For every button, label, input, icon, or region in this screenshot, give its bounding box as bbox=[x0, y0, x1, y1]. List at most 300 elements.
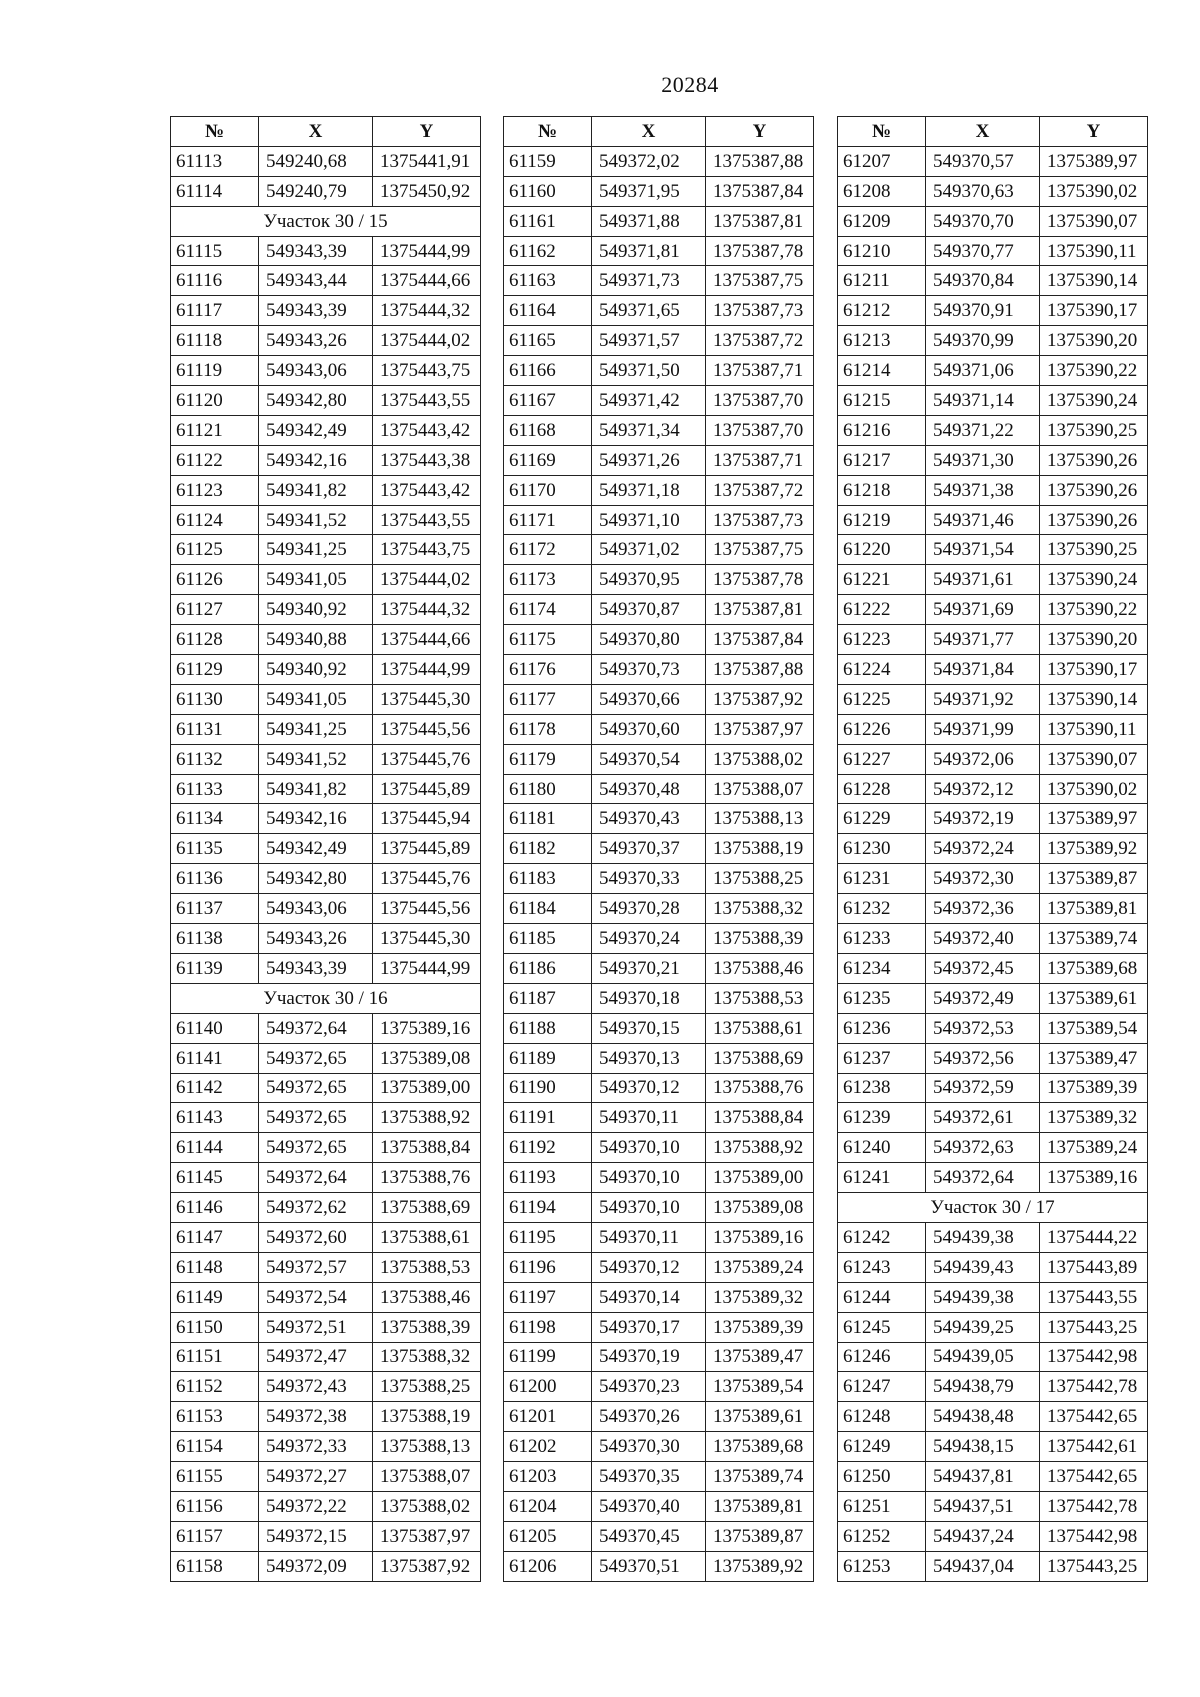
point-number-cell: 61245 bbox=[838, 1312, 926, 1342]
point-number-cell: 61142 bbox=[171, 1073, 259, 1103]
y-coordinate-cell: 1375387,72 bbox=[706, 326, 814, 356]
point-number-cell: 61243 bbox=[838, 1252, 926, 1282]
x-coordinate-cell: 549240,68 bbox=[259, 146, 373, 176]
x-coordinate-cell: 549372,15 bbox=[259, 1521, 373, 1551]
table-row bbox=[171, 386, 481, 416]
y-coordinate-cell: 1375387,97 bbox=[706, 714, 814, 744]
point-number-cell: 61157 bbox=[171, 1521, 259, 1551]
x-coordinate-cell: 549343,39 bbox=[259, 953, 373, 983]
table-row bbox=[171, 475, 481, 505]
y-coordinate-cell: 1375389,81 bbox=[706, 1491, 814, 1521]
y-coordinate-cell: 1375444,99 bbox=[373, 236, 481, 266]
point-number-cell: 61177 bbox=[504, 684, 592, 714]
x-coordinate-cell: 549371,50 bbox=[592, 356, 706, 386]
y-coordinate-cell: 1375445,76 bbox=[373, 744, 481, 774]
x-coordinate-cell: 549372,38 bbox=[259, 1402, 373, 1432]
y-coordinate-cell: 1375389,92 bbox=[706, 1551, 814, 1581]
table-row bbox=[171, 1013, 481, 1043]
x-coordinate-cell: 549372,19 bbox=[926, 804, 1040, 834]
y-coordinate-cell: 1375390,24 bbox=[1040, 565, 1148, 595]
x-coordinate-cell: 549439,43 bbox=[926, 1252, 1040, 1282]
point-number-cell: 61238 bbox=[838, 1073, 926, 1103]
y-coordinate-cell: 1375388,19 bbox=[706, 834, 814, 864]
y-coordinate-cell: 1375444,02 bbox=[373, 565, 481, 595]
x-coordinate-cell: 549342,16 bbox=[259, 804, 373, 834]
table-row bbox=[504, 1252, 814, 1282]
point-number-cell: 61126 bbox=[171, 565, 259, 595]
x-coordinate-cell: 549372,12 bbox=[926, 774, 1040, 804]
point-number-cell: 61143 bbox=[171, 1103, 259, 1133]
y-coordinate-cell: 1375443,75 bbox=[373, 535, 481, 565]
x-coordinate-cell: 549371,99 bbox=[926, 714, 1040, 744]
y-coordinate-cell: 1375387,71 bbox=[706, 356, 814, 386]
table-header-row bbox=[171, 117, 481, 147]
table-row bbox=[171, 1402, 481, 1432]
point-number-cell: 61182 bbox=[504, 834, 592, 864]
y-coordinate-cell: 1375388,92 bbox=[706, 1133, 814, 1163]
y-coordinate-cell: 1375443,38 bbox=[373, 445, 481, 475]
y-coordinate-cell: 1375389,16 bbox=[706, 1222, 814, 1252]
y-coordinate-cell: 1375388,32 bbox=[373, 1342, 481, 1372]
table-row bbox=[504, 236, 814, 266]
point-number-cell: 61167 bbox=[504, 386, 592, 416]
point-number-cell: 61155 bbox=[171, 1462, 259, 1492]
x-coordinate-cell: 549343,44 bbox=[259, 266, 373, 296]
x-coordinate-cell: 549371,38 bbox=[926, 475, 1040, 505]
x-coordinate-cell: 549371,34 bbox=[592, 415, 706, 445]
table-row bbox=[171, 146, 481, 176]
header-number: № bbox=[838, 117, 926, 147]
y-coordinate-cell: 1375388,25 bbox=[373, 1372, 481, 1402]
y-coordinate-cell: 1375390,14 bbox=[1040, 266, 1148, 296]
y-coordinate-cell: 1375388,53 bbox=[706, 983, 814, 1013]
table-row bbox=[504, 625, 814, 655]
table-row bbox=[504, 386, 814, 416]
table-row bbox=[171, 505, 481, 535]
y-coordinate-cell: 1375388,02 bbox=[373, 1491, 481, 1521]
table-row bbox=[838, 1073, 1148, 1103]
x-coordinate-cell: 549370,24 bbox=[592, 924, 706, 954]
point-number-cell: 61213 bbox=[838, 326, 926, 356]
table-row bbox=[838, 595, 1148, 625]
table-row bbox=[504, 146, 814, 176]
point-number-cell: 61128 bbox=[171, 625, 259, 655]
point-number-cell: 61223 bbox=[838, 625, 926, 655]
x-coordinate-cell: 549438,15 bbox=[926, 1432, 1040, 1462]
point-number-cell: 61222 bbox=[838, 595, 926, 625]
x-coordinate-cell: 549372,54 bbox=[259, 1282, 373, 1312]
y-coordinate-cell: 1375445,56 bbox=[373, 714, 481, 744]
table-row bbox=[504, 1073, 814, 1103]
point-number-cell: 61160 bbox=[504, 176, 592, 206]
y-coordinate-cell: 1375444,99 bbox=[373, 655, 481, 685]
x-coordinate-cell: 549342,80 bbox=[259, 864, 373, 894]
table-row bbox=[171, 864, 481, 894]
table-row bbox=[504, 1222, 814, 1252]
point-number-cell: 61244 bbox=[838, 1282, 926, 1312]
x-coordinate-cell: 549343,39 bbox=[259, 236, 373, 266]
y-coordinate-cell: 1375388,13 bbox=[373, 1432, 481, 1462]
table-row bbox=[504, 774, 814, 804]
table-row bbox=[838, 445, 1148, 475]
x-coordinate-cell: 549370,35 bbox=[592, 1462, 706, 1492]
point-number-cell: 61237 bbox=[838, 1043, 926, 1073]
y-coordinate-cell: 1375445,76 bbox=[373, 864, 481, 894]
x-coordinate-cell: 549372,64 bbox=[926, 1163, 1040, 1193]
x-coordinate-cell: 549372,56 bbox=[926, 1043, 1040, 1073]
table-row bbox=[504, 1372, 814, 1402]
table-row bbox=[504, 983, 814, 1013]
y-coordinate-cell: 1375387,75 bbox=[706, 266, 814, 296]
point-number-cell: 61149 bbox=[171, 1282, 259, 1312]
point-number-cell: 61211 bbox=[838, 266, 926, 296]
x-coordinate-cell: 549370,10 bbox=[592, 1163, 706, 1193]
point-number-cell: 61121 bbox=[171, 415, 259, 445]
y-coordinate-cell: 1375389,74 bbox=[1040, 924, 1148, 954]
y-coordinate-cell: 1375443,55 bbox=[373, 386, 481, 416]
x-coordinate-cell: 549372,09 bbox=[259, 1551, 373, 1581]
y-coordinate-cell: 1375389,61 bbox=[706, 1402, 814, 1432]
x-coordinate-cell: 549437,04 bbox=[926, 1551, 1040, 1581]
y-coordinate-cell: 1375443,55 bbox=[373, 505, 481, 535]
table-row bbox=[838, 1103, 1148, 1133]
y-coordinate-cell: 1375389,32 bbox=[1040, 1103, 1148, 1133]
table-row bbox=[838, 236, 1148, 266]
x-coordinate-cell: 549371,95 bbox=[592, 176, 706, 206]
y-coordinate-cell: 1375389,47 bbox=[1040, 1043, 1148, 1073]
x-coordinate-cell: 549372,60 bbox=[259, 1222, 373, 1252]
coordinates-table bbox=[170, 116, 481, 1582]
y-coordinate-cell: 1375444,22 bbox=[1040, 1222, 1148, 1252]
point-number-cell: 61181 bbox=[504, 804, 592, 834]
y-coordinate-cell: 1375387,97 bbox=[373, 1521, 481, 1551]
header-x: X bbox=[259, 117, 373, 147]
y-coordinate-cell: 1375450,92 bbox=[373, 176, 481, 206]
point-number-cell: 61229 bbox=[838, 804, 926, 834]
x-coordinate-cell: 549372,53 bbox=[926, 1013, 1040, 1043]
y-coordinate-cell: 1375387,88 bbox=[706, 146, 814, 176]
x-coordinate-cell: 549372,22 bbox=[259, 1491, 373, 1521]
table-row bbox=[171, 1133, 481, 1163]
y-coordinate-cell: 1375390,11 bbox=[1040, 714, 1148, 744]
table-row bbox=[504, 565, 814, 595]
point-number-cell: 61232 bbox=[838, 894, 926, 924]
y-coordinate-cell: 1375390,14 bbox=[1040, 684, 1148, 714]
x-coordinate-cell: 549341,05 bbox=[259, 565, 373, 595]
x-coordinate-cell: 549437,51 bbox=[926, 1491, 1040, 1521]
x-coordinate-cell: 549343,06 bbox=[259, 894, 373, 924]
x-coordinate-cell: 549370,54 bbox=[592, 744, 706, 774]
y-coordinate-cell: 1375387,73 bbox=[706, 296, 814, 326]
point-number-cell: 61125 bbox=[171, 535, 259, 565]
table-row bbox=[171, 1222, 481, 1252]
x-coordinate-cell: 549372,61 bbox=[926, 1103, 1040, 1133]
y-coordinate-cell: 1375387,78 bbox=[706, 565, 814, 595]
point-number-cell: 61188 bbox=[504, 1013, 592, 1043]
point-number-cell: 61204 bbox=[504, 1491, 592, 1521]
point-number-cell: 61198 bbox=[504, 1312, 592, 1342]
point-number-cell: 61127 bbox=[171, 595, 259, 625]
table-row bbox=[504, 445, 814, 475]
x-coordinate-cell: 549370,19 bbox=[592, 1342, 706, 1372]
x-coordinate-cell: 549371,61 bbox=[926, 565, 1040, 595]
x-coordinate-cell: 549439,38 bbox=[926, 1282, 1040, 1312]
table-row bbox=[171, 176, 481, 206]
y-coordinate-cell: 1375387,78 bbox=[706, 236, 814, 266]
table-row bbox=[504, 206, 814, 236]
x-coordinate-cell: 549372,43 bbox=[259, 1372, 373, 1402]
y-coordinate-cell: 1375390,02 bbox=[1040, 176, 1148, 206]
y-coordinate-cell: 1375390,02 bbox=[1040, 774, 1148, 804]
point-number-cell: 61206 bbox=[504, 1551, 592, 1581]
table-row bbox=[838, 1491, 1148, 1521]
x-coordinate-cell: 549370,87 bbox=[592, 595, 706, 625]
x-coordinate-cell: 549370,30 bbox=[592, 1432, 706, 1462]
point-number-cell: 61156 bbox=[171, 1491, 259, 1521]
y-coordinate-cell: 1375389,68 bbox=[706, 1432, 814, 1462]
table-row bbox=[504, 1043, 814, 1073]
y-coordinate-cell: 1375390,07 bbox=[1040, 206, 1148, 236]
point-number-cell: 61159 bbox=[504, 146, 592, 176]
x-coordinate-cell: 549372,06 bbox=[926, 744, 1040, 774]
point-number-cell: 61227 bbox=[838, 744, 926, 774]
x-coordinate-cell: 549370,10 bbox=[592, 1133, 706, 1163]
x-coordinate-cell: 549371,77 bbox=[926, 625, 1040, 655]
x-coordinate-cell: 549370,43 bbox=[592, 804, 706, 834]
table-row bbox=[504, 804, 814, 834]
table-row bbox=[171, 595, 481, 625]
x-coordinate-cell: 549370,84 bbox=[926, 266, 1040, 296]
point-number-cell: 61185 bbox=[504, 924, 592, 954]
x-coordinate-cell: 549371,92 bbox=[926, 684, 1040, 714]
x-coordinate-cell: 549372,02 bbox=[592, 146, 706, 176]
y-coordinate-cell: 1375388,92 bbox=[373, 1103, 481, 1133]
point-number-cell: 61178 bbox=[504, 714, 592, 744]
y-coordinate-cell: 1375442,78 bbox=[1040, 1491, 1148, 1521]
y-coordinate-cell: 1375389,08 bbox=[373, 1043, 481, 1073]
x-coordinate-cell: 549371,73 bbox=[592, 266, 706, 296]
header-y: Y bbox=[706, 117, 814, 147]
point-number-cell: 61169 bbox=[504, 445, 592, 475]
x-coordinate-cell: 549340,88 bbox=[259, 625, 373, 655]
section-title: Участок 30 / 17 bbox=[838, 1193, 1148, 1223]
point-number-cell: 61168 bbox=[504, 415, 592, 445]
x-coordinate-cell: 549370,70 bbox=[926, 206, 1040, 236]
y-coordinate-cell: 1375442,65 bbox=[1040, 1462, 1148, 1492]
point-number-cell: 61201 bbox=[504, 1402, 592, 1432]
y-coordinate-cell: 1375387,75 bbox=[706, 535, 814, 565]
point-number-cell: 61195 bbox=[504, 1222, 592, 1252]
point-number-cell: 61247 bbox=[838, 1372, 926, 1402]
y-coordinate-cell: 1375441,91 bbox=[373, 146, 481, 176]
table-row bbox=[838, 625, 1148, 655]
table-row bbox=[171, 326, 481, 356]
point-number-cell: 61202 bbox=[504, 1432, 592, 1462]
point-number-cell: 61123 bbox=[171, 475, 259, 505]
table-row bbox=[838, 1222, 1148, 1252]
x-coordinate-cell: 549343,39 bbox=[259, 296, 373, 326]
header-x: X bbox=[592, 117, 706, 147]
table-row bbox=[504, 1193, 814, 1223]
y-coordinate-cell: 1375445,30 bbox=[373, 924, 481, 954]
point-number-cell: 61153 bbox=[171, 1402, 259, 1432]
x-coordinate-cell: 549370,45 bbox=[592, 1521, 706, 1551]
x-coordinate-cell: 549372,59 bbox=[926, 1073, 1040, 1103]
y-coordinate-cell: 1375387,72 bbox=[706, 475, 814, 505]
x-coordinate-cell: 549372,40 bbox=[926, 924, 1040, 954]
y-coordinate-cell: 1375444,32 bbox=[373, 296, 481, 326]
table-row bbox=[838, 415, 1148, 445]
x-coordinate-cell: 549370,12 bbox=[592, 1073, 706, 1103]
table-row bbox=[838, 1252, 1148, 1282]
y-coordinate-cell: 1375387,70 bbox=[706, 386, 814, 416]
x-coordinate-cell: 549371,65 bbox=[592, 296, 706, 326]
table-row bbox=[838, 714, 1148, 744]
table-row bbox=[838, 655, 1148, 685]
y-coordinate-cell: 1375443,42 bbox=[373, 475, 481, 505]
x-coordinate-cell: 549371,30 bbox=[926, 445, 1040, 475]
y-coordinate-cell: 1375444,32 bbox=[373, 595, 481, 625]
point-number-cell: 61226 bbox=[838, 714, 926, 744]
table-row bbox=[838, 1013, 1148, 1043]
x-coordinate-cell: 549370,28 bbox=[592, 894, 706, 924]
x-coordinate-cell: 549372,33 bbox=[259, 1432, 373, 1462]
table-row bbox=[171, 744, 481, 774]
x-coordinate-cell: 549370,13 bbox=[592, 1043, 706, 1073]
y-coordinate-cell: 1375388,32 bbox=[706, 894, 814, 924]
table-row bbox=[838, 1551, 1148, 1581]
x-coordinate-cell: 549371,81 bbox=[592, 236, 706, 266]
table-row bbox=[504, 415, 814, 445]
table-row bbox=[504, 894, 814, 924]
y-coordinate-cell: 1375390,22 bbox=[1040, 595, 1148, 625]
point-number-cell: 61136 bbox=[171, 864, 259, 894]
point-number-cell: 61173 bbox=[504, 565, 592, 595]
y-coordinate-cell: 1375390,07 bbox=[1040, 744, 1148, 774]
point-number-cell: 61193 bbox=[504, 1163, 592, 1193]
point-number-cell: 61239 bbox=[838, 1103, 926, 1133]
point-number-cell: 61250 bbox=[838, 1462, 926, 1492]
point-number-cell: 61171 bbox=[504, 505, 592, 535]
table-row bbox=[838, 1282, 1148, 1312]
table-row bbox=[838, 804, 1148, 834]
x-coordinate-cell: 549372,27 bbox=[259, 1462, 373, 1492]
point-number-cell: 61113 bbox=[171, 146, 259, 176]
point-number-cell: 61253 bbox=[838, 1551, 926, 1581]
table-row bbox=[504, 953, 814, 983]
x-coordinate-cell: 549370,57 bbox=[926, 146, 1040, 176]
x-coordinate-cell: 549341,25 bbox=[259, 535, 373, 565]
y-coordinate-cell: 1375389,87 bbox=[706, 1521, 814, 1551]
x-coordinate-cell: 549371,22 bbox=[926, 415, 1040, 445]
x-coordinate-cell: 549372,63 bbox=[926, 1133, 1040, 1163]
point-number-cell: 61137 bbox=[171, 894, 259, 924]
x-coordinate-cell: 549438,48 bbox=[926, 1402, 1040, 1432]
x-coordinate-cell: 549341,52 bbox=[259, 744, 373, 774]
y-coordinate-cell: 1375388,84 bbox=[706, 1103, 814, 1133]
table-row bbox=[171, 655, 481, 685]
point-number-cell: 61115 bbox=[171, 236, 259, 266]
point-number-cell: 61205 bbox=[504, 1521, 592, 1551]
table-row bbox=[171, 625, 481, 655]
y-coordinate-cell: 1375389,87 bbox=[1040, 864, 1148, 894]
point-number-cell: 61189 bbox=[504, 1043, 592, 1073]
x-coordinate-cell: 549370,80 bbox=[592, 625, 706, 655]
point-number-cell: 61124 bbox=[171, 505, 259, 535]
point-number-cell: 61170 bbox=[504, 475, 592, 505]
table-row bbox=[838, 1312, 1148, 1342]
x-coordinate-cell: 549437,24 bbox=[926, 1521, 1040, 1551]
point-number-cell: 61197 bbox=[504, 1282, 592, 1312]
x-coordinate-cell: 549370,12 bbox=[592, 1252, 706, 1282]
x-coordinate-cell: 549439,25 bbox=[926, 1312, 1040, 1342]
y-coordinate-cell: 1375387,81 bbox=[706, 206, 814, 236]
y-coordinate-cell: 1375389,54 bbox=[706, 1372, 814, 1402]
x-coordinate-cell: 549371,42 bbox=[592, 386, 706, 416]
point-number-cell: 61192 bbox=[504, 1133, 592, 1163]
x-coordinate-cell: 549370,66 bbox=[592, 684, 706, 714]
table-row bbox=[171, 236, 481, 266]
point-number-cell: 61165 bbox=[504, 326, 592, 356]
table-row bbox=[504, 1282, 814, 1312]
point-number-cell: 61236 bbox=[838, 1013, 926, 1043]
table-row bbox=[504, 595, 814, 625]
table-row bbox=[838, 834, 1148, 864]
x-coordinate-cell: 549372,65 bbox=[259, 1043, 373, 1073]
table-row bbox=[171, 924, 481, 954]
table-row bbox=[171, 804, 481, 834]
table-row bbox=[504, 1163, 814, 1193]
point-number-cell: 61234 bbox=[838, 953, 926, 983]
x-coordinate-cell: 549370,21 bbox=[592, 953, 706, 983]
table-row bbox=[504, 1551, 814, 1581]
coordinates-table bbox=[503, 116, 814, 1582]
table-row bbox=[838, 1163, 1148, 1193]
y-coordinate-cell: 1375390,26 bbox=[1040, 505, 1148, 535]
x-coordinate-cell: 549370,73 bbox=[592, 655, 706, 685]
point-number-cell: 61252 bbox=[838, 1521, 926, 1551]
point-number-cell: 61207 bbox=[838, 146, 926, 176]
table-row bbox=[171, 684, 481, 714]
point-number-cell: 61154 bbox=[171, 1432, 259, 1462]
table-row bbox=[838, 326, 1148, 356]
point-number-cell: 61162 bbox=[504, 236, 592, 266]
y-coordinate-cell: 1375389,08 bbox=[706, 1193, 814, 1223]
point-number-cell: 61208 bbox=[838, 176, 926, 206]
x-coordinate-cell: 549341,82 bbox=[259, 475, 373, 505]
y-coordinate-cell: 1375389,32 bbox=[706, 1282, 814, 1312]
point-number-cell: 61118 bbox=[171, 326, 259, 356]
x-coordinate-cell: 549340,92 bbox=[259, 655, 373, 685]
y-coordinate-cell: 1375445,56 bbox=[373, 894, 481, 924]
x-coordinate-cell: 549370,11 bbox=[592, 1222, 706, 1252]
table-row bbox=[171, 296, 481, 326]
x-coordinate-cell: 549370,77 bbox=[926, 236, 1040, 266]
point-number-cell: 61117 bbox=[171, 296, 259, 326]
y-coordinate-cell: 1375387,92 bbox=[706, 684, 814, 714]
point-number-cell: 61144 bbox=[171, 1133, 259, 1163]
table-row bbox=[504, 655, 814, 685]
y-coordinate-cell: 1375388,53 bbox=[373, 1252, 481, 1282]
point-number-cell: 61158 bbox=[171, 1551, 259, 1581]
y-coordinate-cell: 1375443,25 bbox=[1040, 1551, 1148, 1581]
point-number-cell: 61224 bbox=[838, 655, 926, 685]
x-coordinate-cell: 549370,33 bbox=[592, 864, 706, 894]
point-number-cell: 61180 bbox=[504, 774, 592, 804]
point-number-cell: 61219 bbox=[838, 505, 926, 535]
x-coordinate-cell: 549439,38 bbox=[926, 1222, 1040, 1252]
table-row bbox=[171, 834, 481, 864]
